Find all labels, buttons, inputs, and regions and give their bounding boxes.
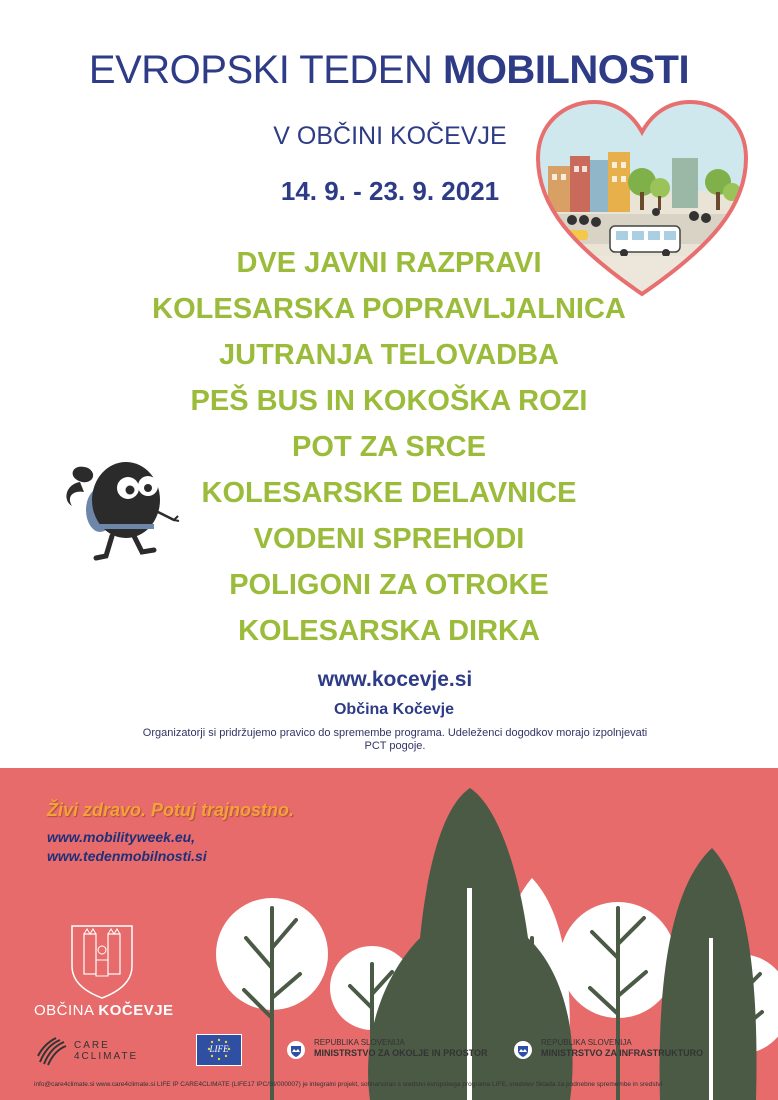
tedenmobilnosti-link[interactable]: www.tedenmobilnosti.si	[47, 848, 207, 864]
event-item: KOLESARSKE DELAVNICE	[201, 477, 577, 509]
organizer-name: Občina Kočevje	[333, 701, 455, 718]
ministry2-small: REPUBLIKA SLOVENIJA	[541, 1038, 632, 1047]
fine-print: info@care4climate.si www.care4climate.si LIFE IP CARE4CLIMATE (LIFE17 IPC/SI/000007) je integralni projekt, sofinanciran s sredstvi evropskega programa LIFE, sredstev Sklada za podnebne spremembe in sredstvi	[34, 1081, 663, 1088]
slogan: Živi zdravo. Potuj trajnostno.	[47, 800, 295, 820]
website-link[interactable]: www.kocevje.si	[317, 668, 473, 691]
event-dates: 14. 9. - 23. 9. 2021	[280, 176, 500, 206]
care-line1: CARE	[74, 1040, 110, 1051]
event-item: DVE JAVNI RAZPRAVI	[236, 247, 542, 279]
poster-title	[0, 48, 778, 93]
event-item: KOLESARSKA POPRAVLJALNICA	[152, 293, 626, 325]
mobilityweek-link[interactable]: www.mobilityweek.eu,	[47, 829, 196, 845]
care4climate-text	[74, 1040, 138, 1062]
kocevje-crest-icon	[62, 920, 142, 1000]
care4climate-logo-icon	[36, 1036, 68, 1066]
footer-band	[0, 768, 778, 1100]
slovenia-flag-icon	[286, 1040, 306, 1060]
obcina-prefix: OBČINA	[34, 1002, 99, 1019]
event-item: VODENI SPREHODI	[253, 523, 525, 555]
event-item: POLIGONI ZA OTROKE	[229, 569, 549, 601]
ministry2-big: MINISTRSTVO ZA INFRASTRUKTURO	[541, 1048, 704, 1058]
event-item: POT ZA SRCE	[292, 431, 486, 463]
obcina-bold: KOČEVJE	[98, 1002, 174, 1019]
care4climate-logo	[36, 1036, 176, 1066]
event-item: JUTRANJA TELOVADBA	[219, 339, 559, 371]
subtitle: V OBČINI KOČEVJE	[273, 122, 507, 150]
slovenia-flag-icon	[513, 1040, 533, 1060]
title-thin: EVROPSKI TEDEN	[88, 48, 443, 92]
mascot-character-icon	[62, 448, 184, 570]
obcina-kocevje-logo	[34, 1002, 174, 1019]
title-bold: MOBILNOSTI	[443, 48, 690, 92]
event-item: KOLESARSKA DIRKA	[238, 615, 540, 647]
care-line2: 4CLIMATE	[74, 1051, 139, 1062]
eu-life-label: LIFE	[209, 1044, 229, 1054]
ministry1-big: MINISTRSTVO ZA OKOLJE IN PROSTOR	[314, 1048, 488, 1058]
ministry1-small: REPUBLIKA SLOVENIJA	[314, 1038, 405, 1047]
disclaimer-note: Organizatorji si pridržujemo pravico do spremembe programa. Udeleženci dogodkov morajo izpolnjevati PCT pogoje.	[142, 727, 648, 752]
event-list	[0, 240, 778, 654]
eu-life-logo-icon	[196, 1034, 242, 1066]
event-item: PEŠ BUS IN KOKOŠKA ROZI	[190, 385, 588, 417]
